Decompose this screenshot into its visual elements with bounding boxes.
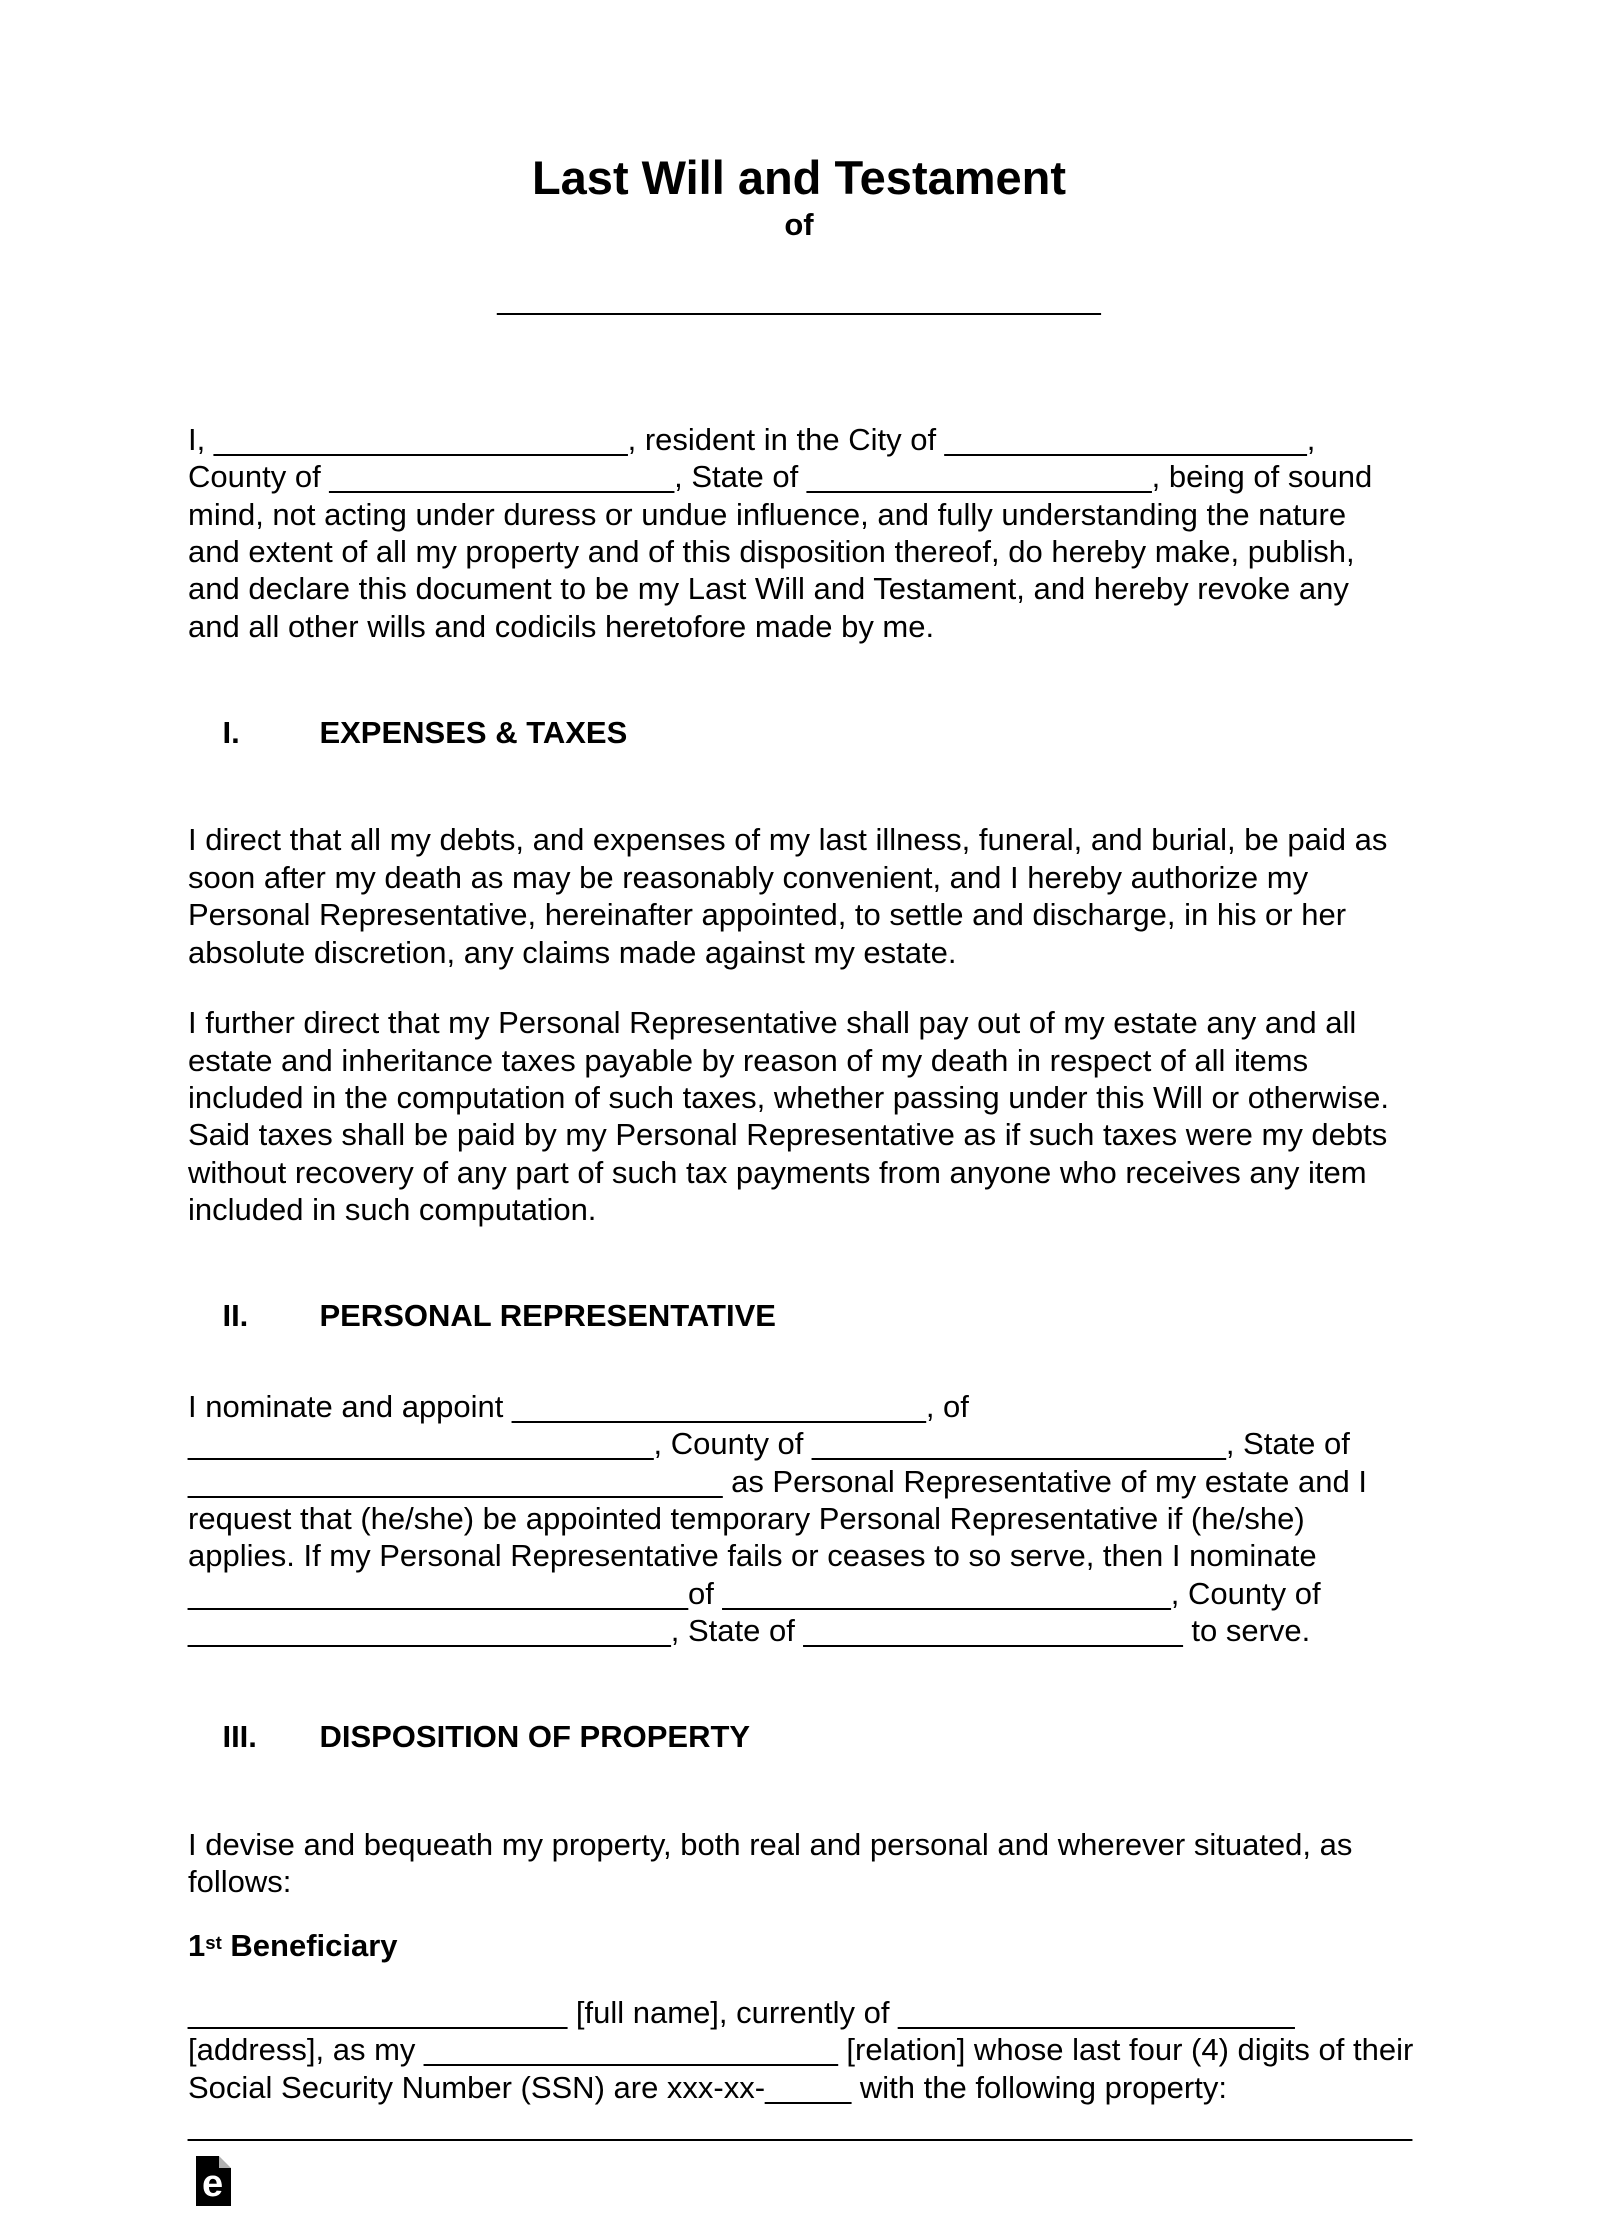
text-run: and declare this document to be my Last Will and Testament, and hereby revoke any [188, 571, 1349, 607]
text-line [188, 458, 1410, 495]
text-run: , State of [1225, 1426, 1350, 1462]
beneficiary-label: Beneficiary [221, 1927, 398, 1963]
section-number: I. [222, 714, 240, 750]
text-line [188, 1500, 1410, 1537]
section-title: DISPOSITION OF PROPERTY [319, 1719, 751, 1754]
blank-field[interactable]: __________________________ [722, 1575, 1171, 1611]
expenses-paragraph-1 [188, 821, 1410, 971]
text-line [188, 496, 1410, 533]
text-run: I further direct that my Personal Representative shall pay out of my estate any and all [188, 1005, 1357, 1041]
text-line [188, 1994, 1410, 2031]
text-line [188, 896, 1410, 933]
text-run: and all other wills and codicils heretofore made by me. [188, 608, 935, 644]
text-run: estate and inheritance taxes payable by reason of my death in respect of all items [188, 1042, 1309, 1078]
text-line [188, 1079, 1410, 1116]
text-run: I, [188, 421, 214, 457]
text-line [188, 1425, 1410, 1462]
text-line [188, 1191, 1410, 1228]
text-line [188, 1863, 1410, 1900]
text-run: applies. If my Personal Representative fails or ceases to so serve, then I nominate [188, 1538, 1317, 1574]
text-run: Said taxes shall be paid by my Personal Representative as if such taxes were my debts [188, 1117, 1388, 1153]
blank-field[interactable]: _____ [765, 2069, 852, 2105]
text-line [188, 859, 1410, 896]
text-line [188, 1388, 1410, 1425]
text-run: follows: [188, 1864, 292, 1900]
blank-field[interactable]: _____________________ [944, 421, 1307, 457]
text-line [188, 1154, 1410, 1191]
will-document [0, 150, 1600, 2220]
text-line [188, 1042, 1410, 1079]
text-run: included in the computation of such taxes, whether passing under this Will or otherwise. [188, 1079, 1390, 1115]
text-run: Personal Representative, hereinafter appointed, to settle and discharge, in his or her [188, 897, 1347, 933]
text-line [188, 1826, 1410, 1863]
text-run: request that (he/she) be appointed temporary Personal Representative if (he/she) [188, 1500, 1305, 1536]
text-line [188, 821, 1410, 858]
section-title: EXPENSES & TAXES [319, 714, 628, 750]
text-line [188, 1537, 1410, 1574]
text-line [188, 570, 1410, 607]
first-beneficiary-subheading [188, 1927, 1410, 1968]
intro-paragraph [188, 421, 1410, 645]
eforms-logo-letter: e [202, 2162, 224, 2205]
section-number: II. [222, 1297, 249, 1333]
text-line [188, 1004, 1410, 1041]
document-subtitle-of: of [784, 207, 814, 242]
page [0, 150, 1600, 2220]
text-run: as Personal Representative of my estate and I [722, 1463, 1367, 1499]
text-run: included in such computation. [188, 1192, 597, 1228]
text-run: to serve. [1182, 1613, 1311, 1649]
text-run: , resident in the City of [627, 421, 945, 457]
section-title: PERSONAL REPRESENTATIVE [319, 1297, 776, 1333]
blank-field[interactable]: ________________________ [512, 1388, 926, 1424]
text-run: [address], as my [188, 2032, 425, 2068]
text-run: Social Security Number (SSN) are xxx-xx- [188, 2069, 766, 2105]
expenses-paragraph-2 [188, 1004, 1410, 1228]
text-run: I nominate and appoint [188, 1388, 513, 1424]
text-run: , [1306, 421, 1316, 457]
blank-field[interactable]: _______________________________ [188, 1463, 723, 1499]
text-line [188, 2031, 1414, 2068]
blank-field[interactable]: ____________________ [806, 459, 1152, 495]
blank-field[interactable]: ________________________ [424, 2032, 838, 2068]
personal-representative-paragraph [188, 1388, 1410, 1650]
text-run: , County of [1170, 1575, 1321, 1611]
blank-field[interactable]: ________________________ [213, 421, 628, 457]
text-run: mind, not acting under duress or undue influence, and fully understanding the nature [188, 496, 1347, 532]
text-run: [relation] whose last four (4) digits of their [837, 2032, 1414, 2068]
document-title: Last Will and Testament [531, 151, 1067, 204]
section-heading-expenses-taxes [188, 676, 1410, 788]
text-run: [full name], currently of [567, 1995, 899, 2031]
blank-field[interactable]: ____________________ [329, 459, 675, 495]
section-number: III. [222, 1719, 257, 1754]
text-run: of [687, 1575, 723, 1611]
text-line [188, 533, 1410, 570]
blank-field[interactable]: ______________________ [803, 1613, 1183, 1649]
blank-field[interactable]: ______________________ [188, 1995, 568, 2031]
eforms-logo [196, 2156, 231, 2206]
text-run: , County of [653, 1426, 813, 1462]
blank-field[interactable]: ___________________________ [188, 1426, 654, 1462]
blank-field[interactable]: ________________________ [812, 1426, 1226, 1462]
blank-field[interactable]: ____________________________ [188, 1613, 671, 1649]
text-run: , of [925, 1388, 969, 1424]
text-run: I devise and bequeath my property, both real and personal and wherever situated, as [188, 1826, 1353, 1862]
text-line [188, 1612, 1410, 1649]
text-run: absolute discretion, any claims made against my estate. [188, 934, 957, 970]
blank-field[interactable]: _______________________ [898, 1995, 1295, 2031]
blank-field[interactable]: _____________________________ [188, 1575, 688, 1611]
text-line [188, 2069, 1410, 2106]
text-line [188, 608, 1410, 645]
text-run: without recovery of any part of such tax payments from anyone who receives any item [188, 1154, 1367, 1190]
text-run: soon after my death as may be reasonably convenient, and I hereby authorize my [188, 859, 1309, 895]
testator-name-blank[interactable]: ___________________________________ [497, 281, 1101, 317]
beneficiary-ordinal-suffix: st [205, 1931, 222, 1953]
first-beneficiary-paragraph [188, 1994, 1414, 2106]
text-run: , State of [674, 459, 807, 495]
text-run: with the following property: [851, 2069, 1227, 2105]
text-line [188, 1463, 1410, 1500]
text-run: County of [188, 459, 330, 495]
disposition-paragraph [188, 1826, 1410, 1901]
text-line [188, 421, 1410, 458]
footer-separator-line: _______________________________________________________________________ [188, 2107, 1413, 2143]
text-run: , being of sound [1151, 459, 1373, 495]
beneficiary-ordinal: 1 [188, 1927, 206, 1963]
text-line [188, 1116, 1410, 1153]
section-heading-personal-representative [188, 1260, 1410, 1372]
section-heading-disposition-of-property [188, 1681, 1410, 1793]
text-run: , State of [670, 1613, 804, 1649]
text-line [188, 1575, 1410, 1612]
text-run: and extent of all my property and of this disposition thereof, do hereby make, publish, [188, 534, 1355, 570]
text-run: I direct that all my debts, and expenses of my last illness, funeral, and burial, be paid as [188, 822, 1388, 858]
text-line [188, 934, 1410, 971]
